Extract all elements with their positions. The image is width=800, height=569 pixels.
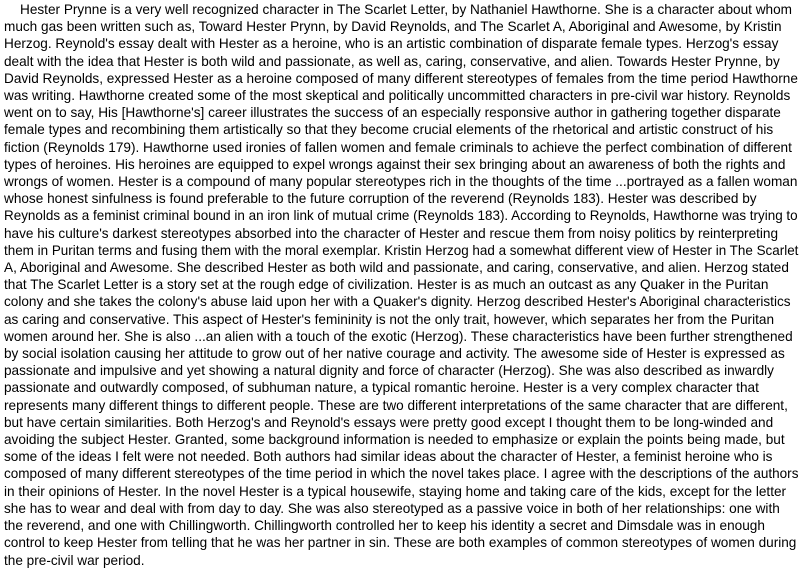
paragraph-line: went on to say, His [Hawthorne's] career illustrates the success of an especially responsive author in gathering together disparate [4, 105, 781, 121]
paragraph-line: in their opinions of Hester. In the novel Hester is a typical housewife, staying home and taking care of the kids, except for the letter [4, 483, 787, 499]
paragraph-line: fiction (Reynolds 179). Hawthorne used ironies of fallen women and female criminals to achieve the perfect combination of different [4, 139, 792, 155]
paragraph-line: whose honest sinfulness is found preferable to the future corruption of the reverend (Reynolds 183). Hester was described by [4, 191, 757, 207]
paragraph-line: she has to wear and deal with from day to day. She was also stereotyped as a passive voice in both of her relationships: one with [4, 500, 780, 516]
paragraph-line: represents many different things to different people. These are two different interpretations of the same character that are different, [4, 397, 788, 413]
essay-body [4, 1, 798, 569]
paragraph-line: by social isolation causing her attitude to grow out of her native courage and activity. The awesome side of Hester is expressed as [4, 346, 785, 362]
paragraph-line: composed of many different stereotypes of the time period in which the novel takes place. I agree with the descriptions of the authors [4, 466, 799, 482]
paragraph-line: Herzog. Reynold's essay dealt with Hester as a heroine, who is an artistic combination of disparate female types. Herzog's essay [4, 36, 779, 52]
paragraph-line: much gas been written such as, Toward Hester Prynn, by David Reynolds, and The Scarlet A, Aboriginal and Awesome, by Kristin [4, 19, 782, 35]
paragraph-line: passionate and impulsive and yet showing a natural dignity and force of character (Herzog). She was also described as inwardly [4, 363, 774, 379]
paragraph-line: A, Aboriginal and Awesome. She described Hester as both wild and passionate, and caring, conservative, and alien. Herzog stated [4, 260, 789, 276]
paragraph-line: but have certain similarities. Both Herzog's and Reynold's essays were pretty good except I thought them to be long-winded and [4, 414, 774, 430]
paragraph-line: dealt with the idea that Hester is both wild and passionate, as well as, caring, conservative, and alien. Towards Hester Prynne, by [4, 53, 780, 69]
paragraph-line: female types and recombining them artistically so that they become crucial elements of the rhetorical and artistic construct of his [4, 122, 774, 138]
paragraph-line: avoiding the subject Hester. Granted, some background information is needed to emphasize or explain the points being made, but [4, 432, 785, 448]
paragraph-line: colony and she takes the colony's abuse laid upon her with a Quaker's dignity. Herzog described Hester's Aboriginal characteristics [4, 294, 791, 310]
paragraph-line: them in Puritan terms and fusing them with the moral exemplar. Kristin Herzog had a somewhat different view of Hester in The Scarlet [4, 242, 799, 258]
paragraph-line: was writing. Hawthorne created some of the most skeptical and politically uncommitted characters in pre-civil war history. Reynolds [4, 88, 791, 104]
paragraph-line: passionate and outwardly composed, of subhuman nature, a typical romantic heroine. Hester is a very complex character that [4, 380, 759, 396]
paragraph-line: some of the ideas I felt were not needed. Both authors had similar ideas about the character of Hester, a feminist heroine who is [4, 449, 773, 465]
paragraph-line: control to keep Hester from telling that he was her partner in sin. These are both examples of common stereotypes of women during [4, 535, 797, 551]
paragraph-line: David Reynolds, expressed Hester as a heroine composed of many different stereotypes of females from the time period Hawthorne [4, 70, 798, 86]
paragraph-line: Hester Prynne is a very well recognized character in The Scarlet Letter, by Nathaniel Hawthorne. She is a character about whom [20, 2, 792, 17]
paragraph-line: women around her. She is also ...an alien with a touch of the exotic (Herzog). These characteristics have been further strengthened [4, 328, 793, 344]
paragraph-line: Reynolds as a feminist criminal bound in an iron link of mutual crime (Reynolds 183). According to Reynolds, Hawthorne was trying to [4, 208, 798, 224]
paragraph-line: have his culture's darkest stereotypes absorbed into the character of Hester and rescue them from noisy politics by reinterpreting [4, 225, 779, 241]
paragraph-line: that The Scarlet Letter is a story set at the rough edge of civilization. Hester is as much an outcast as any Quaker in the Puritan [4, 277, 769, 293]
paragraph-line: wrongs of women. Hester is a compound of many popular stereotypes rich in the thoughts of the time ...portrayed as a fallen woman [4, 174, 798, 190]
paragraph-line: as caring and conservative. This aspect of Hester's femininity is not the only trait, however, which separates her from the Puritan [4, 311, 775, 327]
paragraph-line: the pre-civil war period. [4, 552, 145, 568]
paragraph-line: the reverend, and one with Chillingworth. Chillingworth controlled her to keep his identity a secret and Dimsdale was in enough [4, 518, 765, 534]
paragraph-line: types of heroines. His heroines are equipped to expel wrongs against their sex bringing about an awareness of both the rights and [4, 156, 786, 172]
